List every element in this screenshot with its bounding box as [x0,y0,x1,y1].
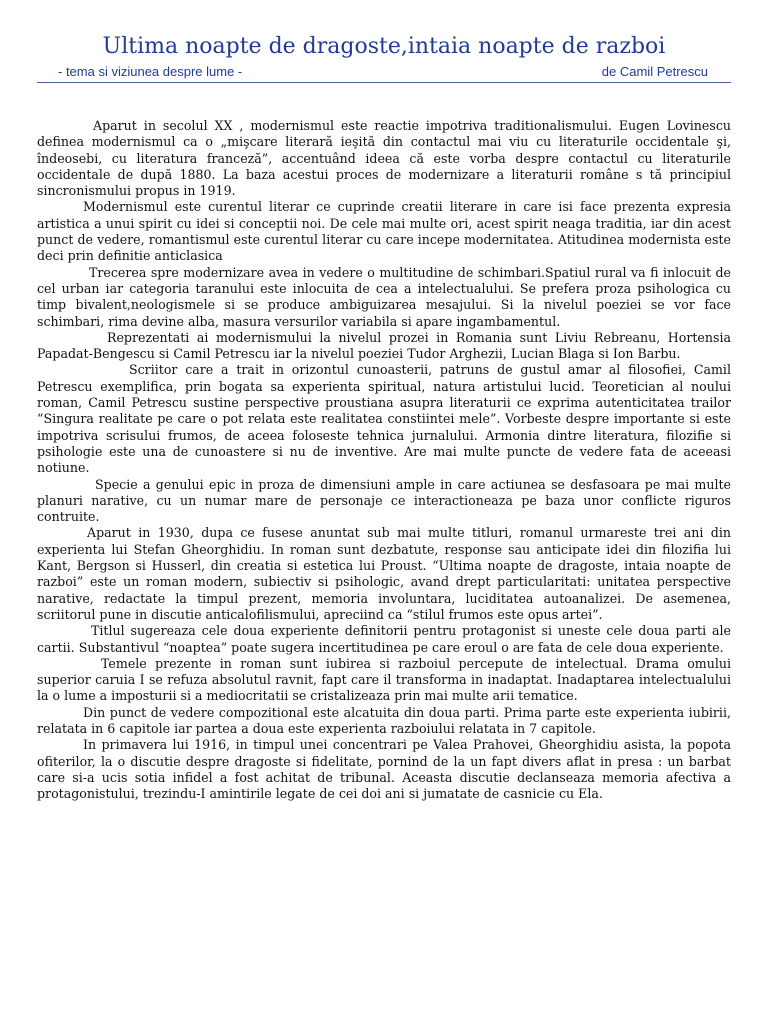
paragraph-modernization: Trecerea spre modernizare avea in vedere o multitudine de schimbari.Spatiul rural va fi inlocuit de cel urban iar categoria taranului este inlocuita de cea a intelectualului. Se prefera proza psihologica cu timp bivalent,neologismele si se produce ambiguizarea mesajului. Si la nivelul poeziei se vor face schimbari, rima devine alba, masura versurilor variabila si apare ingambamentul. [37,264,731,329]
paragraph-modernism-definition: Modernismul este curentul literar ce cuprinde creatii literare in care isi face prezenta expresia artistica a unui spirit cu idei si conceptii noi. De cele mai multe ori, acest spirit neaga traditia, iar din acest punct de vedere, romantismul este curentul literar cu care incepe modernitatea. Atitudinea modernista este deci prin definitie anticlasica [37,199,731,264]
paragraph-composition: Din punct de vedere compozitional este alcatuita din doua parti. Prima parte este experienta iubirii, relatata in 6 capitole iar partea a doua este experienta razboiului relatata in 7 capitole. [37,704,731,736]
document-title: Ultima noapte de dragoste,intaia noapte de razboi [102,34,666,59]
document-body [37,118,731,802]
paragraph-title-meaning: Titlul sugereaza cele doua experiente definitorii pentru protagonist si uneste cele doua parti ale cartii. Substantivul “noaptea” poate sugera incertitudinea pe care eroul o are fata de cele doua experiente. [37,623,731,655]
subtitle-row [58,64,708,82]
paragraph-plot: In primavera lui 1916, in timpul unei concentrari pe Valea Prahovei, Gheorghidiu asista, la popota ofiterilor, la o discutie despre dragoste si fidelitate, pornind de la un fapt divers aflat in presa : un barbat care si-a ucis sotia infidel a fost achitat de tribunal. Aceasta discutie declanseaza memoria afectiva a protagonistului, trezindu-I amintirile legate de cei doi ani si jumatate de casnicie cu Ela. [37,737,731,802]
paragraph-novel-publication: Aparut in 1930, dupa ce fusese anuntat sub mai multe titluri, romanul urmareste trei ani din experienta lui Stefan Gheorghidiu. In roman sunt dezbatute, response sau anticipate idei din filozifia lui Kant, Bergson si Husserl, din creatia si estetica lui Proust. “Ultima noapte de dragoste, intaia noapte de razboi” este un roman modern, subiectiv si psihologic, avand drept particularitati: unitatea perspective narative, redactate la timpul prezent, memoria involuntara, luciditatea autoanalizei. De asemenea, scriitorul pune in discutie anticalofilismului, apreciind ca “stilul frumos este opus artei”. [37,525,731,622]
paragraph-modernism-intro: Aparut in secolul XX , modernismul este reactie impotriva traditionalismului. Eugen Lovinescu definea modernismul ca o „mişcare literară ieşită din contactul mai viu cu literaturile occidentale şi, îndeosebi, cu literatura franceză”, accentuând ideea că este vorba despre contactul cu literaturile occidentale de după 1880. La baza acestui proces de modernizare a literaturii române s tă principiul sincronismului propus in 1919. [37,118,731,199]
header-divider [37,82,731,83]
paragraph-themes: Temele prezente in roman sunt iubirea si razboiul percepute de intelectual. Drama omului superior caruia I se refuza absolutul ravnit, fapt care il transforma in inadaptat. Inadaptarea intelectualului la o lume a imposturii si a mediocritatii se cristalizeaza prin mai multe arii tematice. [37,655,731,704]
paragraph-representatives: Reprezentati ai modernismului la nivelul prozei in Romania sunt Liviu Rebreanu, Hortensia Papadat-Bengescu si Camil Petrescu iar la nivelul poeziei Tudor Arghezii, Lucian Blaga si Ion Barbu. [37,329,731,362]
document-subtitle: - tema si viziunea despre lume - [58,64,243,79]
paragraph-novel-species: Specie a genului epic in proza de dimensiuni ample in care actiunea se desfasoara pe mai multe planuri narative, cu un numar mare de personaje ce interactioneaza pe baza unor conflicte riguros contruite. [37,476,731,525]
document-author: de Camil Petrescu [601,64,708,79]
paragraph-camil-petrescu: Scriitor care a trait in orizontul cunoasterii, patruns de gustul amar al filosofiei, Camil Petrescu exemplifica, prin bogata sa experienta spiritual, natura artistului lucid. Teoretician al noului roman, Camil Petrescu sustine perspective proustiana asupra literaturii ce exprima autenticitatea trailor “Singura realitate pe care o pot relata este realitatea constiintei mele”. Vorbeste despre importante si este impotriva scrisului frumos, de aceea foloseste tehnica jurnalului. Armonia dintre literatura, filozifie si psihologie este una de cunoastere si nu de inventive. Are mai multe puncte de vedere fata de aceeasi notiune. [37,362,731,476]
